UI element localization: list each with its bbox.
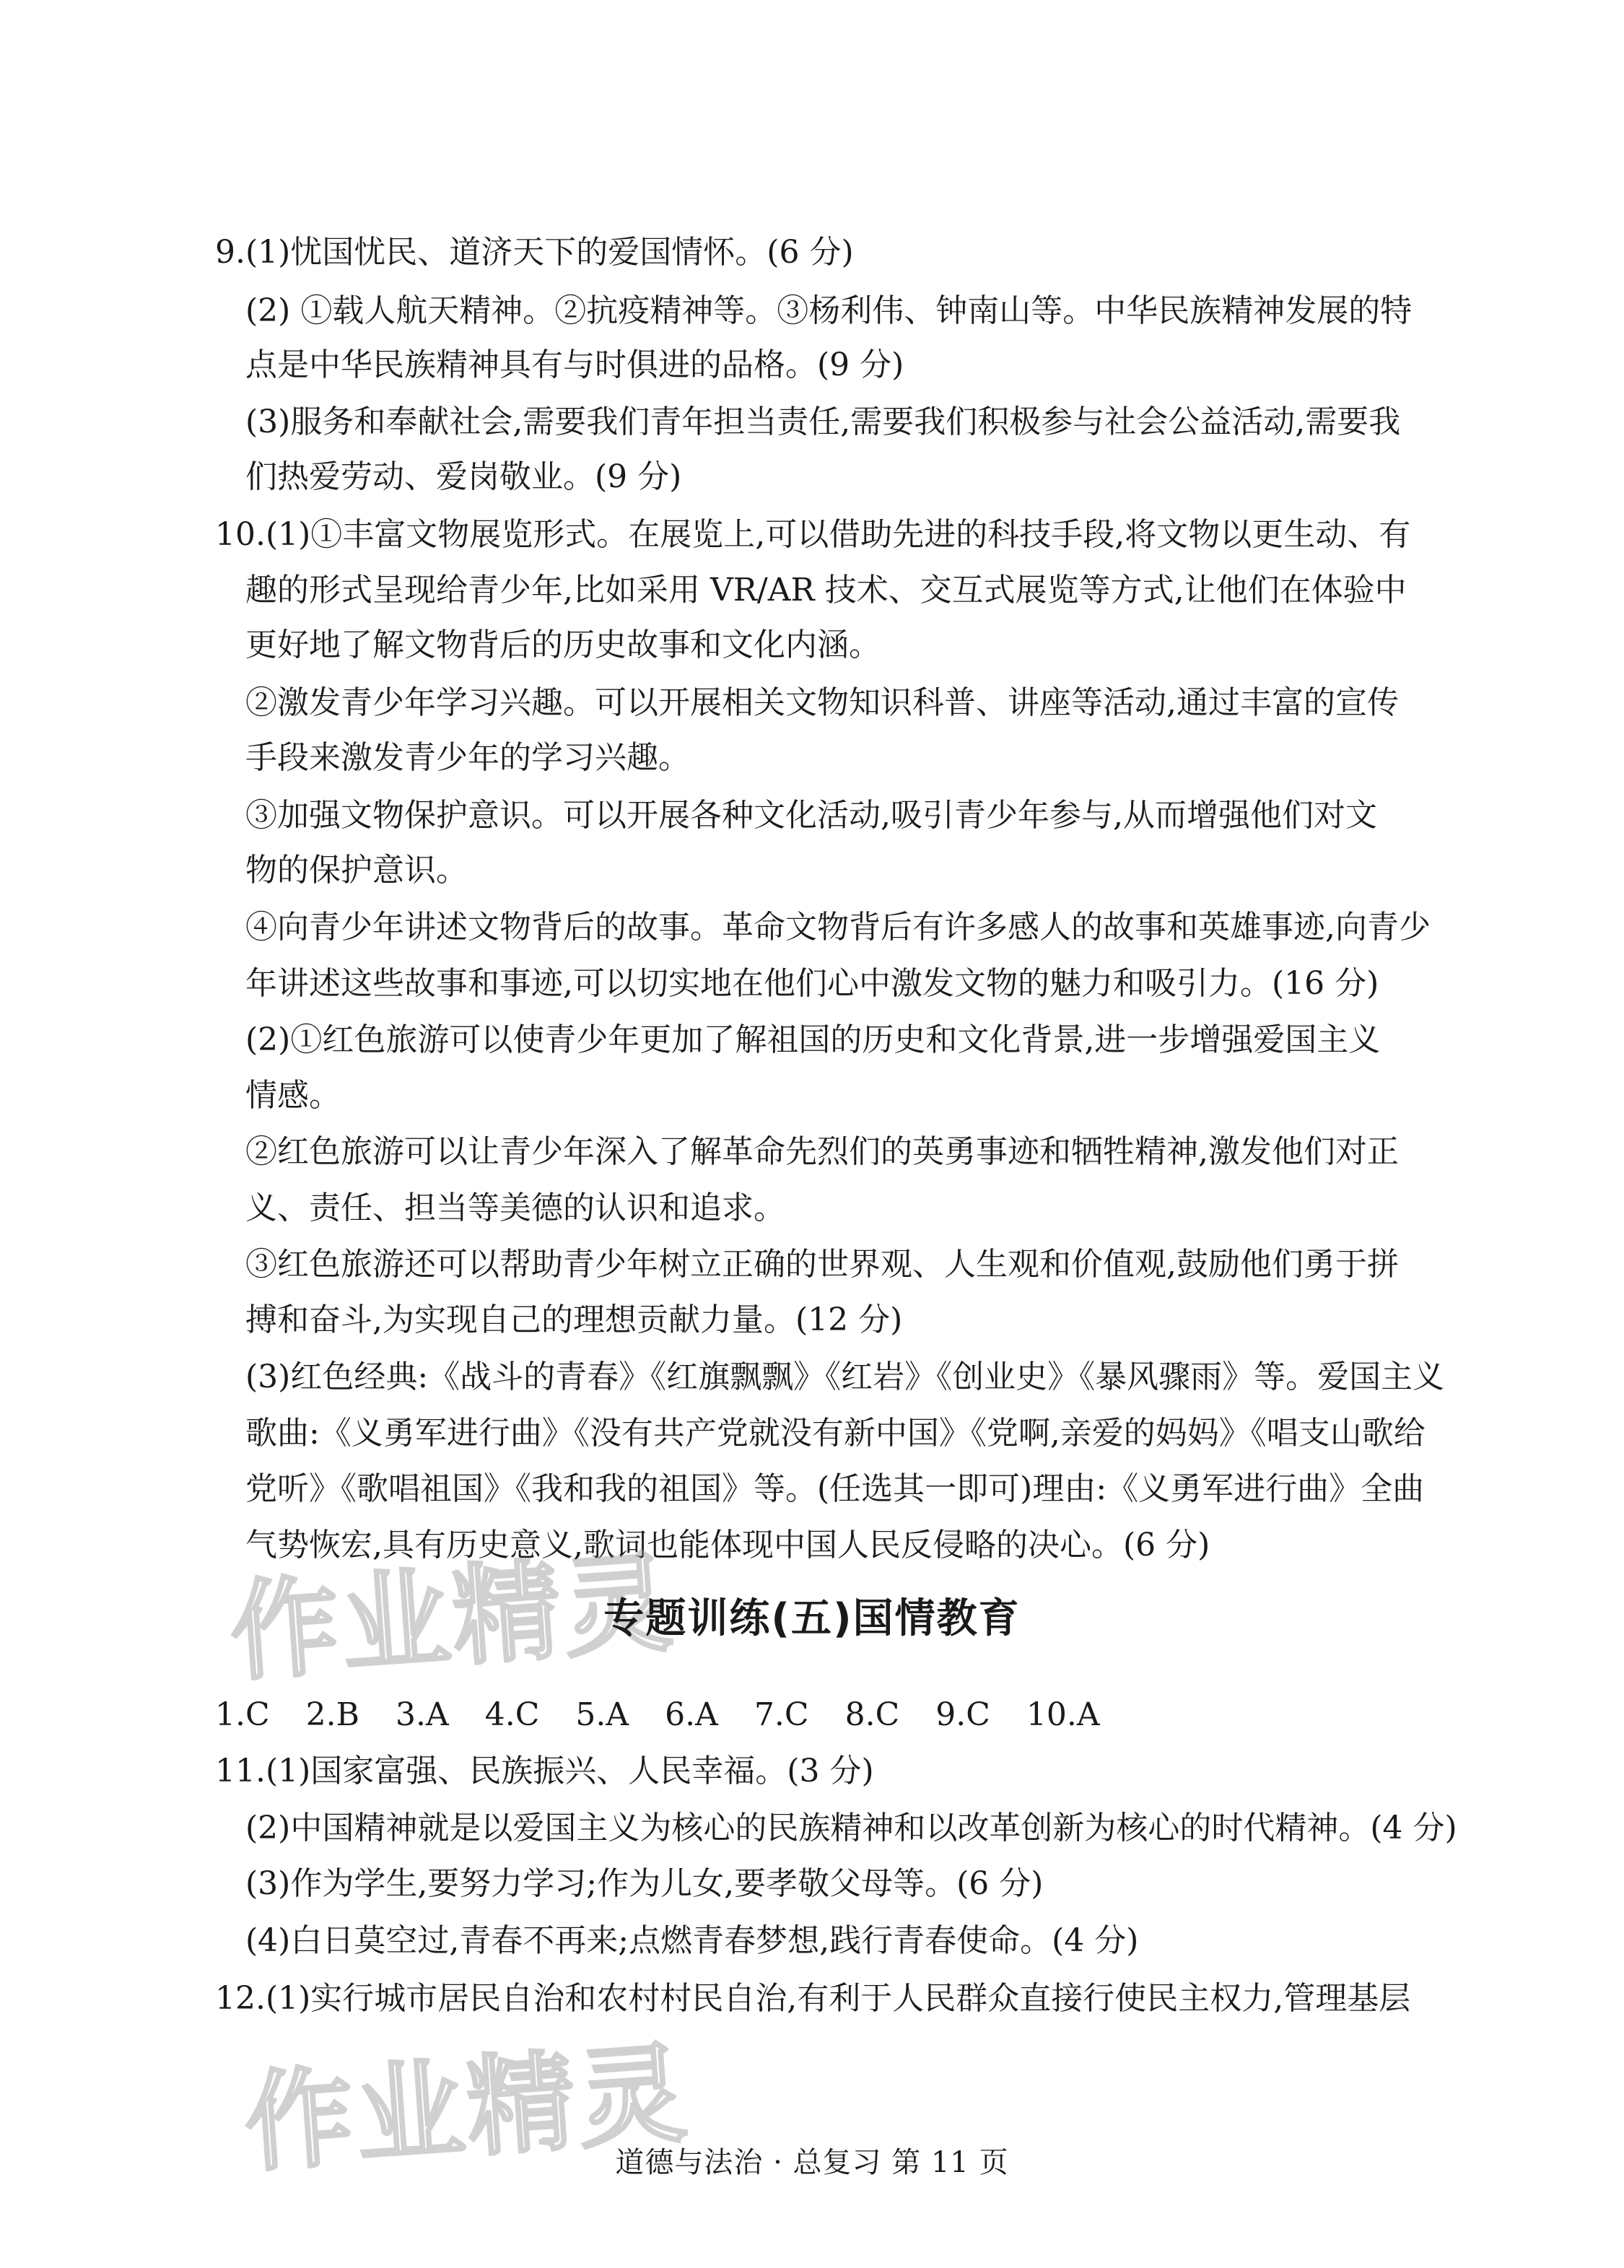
text-line: 党听》《歌唱祖国》《我和我的祖国》等。(任选其一即可)理由:《义勇军进行曲》全曲 (245, 1470, 1425, 1507)
answer-item: 5.A (575, 1696, 629, 1733)
text-line: 义、责任、担当等美德的认识和追求。 (245, 1190, 785, 1226)
text-line: ②激发青少年学习兴趣。可以开展相关文物知识科普、讲座等活动,通过丰富的宣传 (245, 684, 1399, 721)
answer-item: 8.C (844, 1696, 900, 1733)
text-line: (3)服务和奉献社会,需要我们青年担当责任,需要我们积极参与社会公益活动,需要我 (245, 404, 1401, 440)
text-line: 年讲述这些故事和事迹,可以切实地在他们心中激发文物的魅力和吸引力。(16 分) (245, 965, 1379, 1002)
answer-item: 4.C (484, 1696, 540, 1733)
text-line: (3)作为学生,要努力学习;作为儿女,要孝敬父母等。(6 分) (245, 1865, 1044, 1902)
answer-item: 6.A (665, 1696, 718, 1733)
answer-item: 1.C (215, 1696, 270, 1733)
watermark: 作业精灵 (240, 2031, 694, 2188)
text-line: 11.(1)国家富强、民族振兴、人民幸福。(3 分) (215, 1753, 874, 1789)
text-line: (3)红色经典:《战斗的青春》《红旗飘飘》《红岩》《创业史》《暴风骤雨》等。爱国主义 (245, 1358, 1445, 1395)
page-footer: 道德与法治 · 总复习 第 11 页 (615, 2146, 1009, 2179)
text-line: ④向青少年讲述文物背后的故事。革命文物背后有许多感人的故事和英雄事迹,向青少 (245, 909, 1431, 946)
answer-item: 3.A (395, 1696, 449, 1733)
answer-item: 9.C (935, 1696, 990, 1733)
answer-item: 7.C (754, 1696, 809, 1733)
text-line: (2)中国精神就是以爱国主义为核心的民族精神和以改革创新为核心的时代精神。(4 分) (245, 1810, 1457, 1846)
text-line: 12.(1)实行城市居民自治和农村村民自治,有利于人民群众直接行使民主权力,管理基层 (215, 1980, 1411, 2017)
answer-item: 10.A (1026, 1696, 1100, 1733)
text-line: 歌曲:《义勇军进行曲》《没有共产党就没有新中国》《党啊,亲爱的妈妈》《唱支山歌给 (245, 1415, 1426, 1452)
text-line: 物的保护意识。 (245, 852, 468, 889)
text-line: 10.(1)①丰富文物展览形式。在展览上,可以借助先进的科技手段,将文物以更生动、有 (215, 516, 1411, 553)
text-line: ③红色旅游还可以帮助青少年树立正确的世界观、人生观和价值观,鼓励他们勇于拼 (245, 1246, 1399, 1283)
text-line: 更好地了解文物背后的历史故事和文化内涵。 (245, 627, 881, 663)
text-line: 气势恢宏,具有历史意义,歌词也能体现中国人民反侵略的决心。(6 分) (245, 1527, 1210, 1563)
text-line: 搏和奋斗,为实现自己的理想贡献力量。(12 分) (245, 1301, 903, 1338)
text-line: 情感。 (245, 1077, 341, 1114)
answer-item: 2.B (305, 1696, 359, 1733)
text-line: 们热爱劳动、爱岗敬业。(9 分) (245, 458, 682, 495)
text-line: 9.(1)忧国忧民、道济天下的爱国情怀。(6 分) (215, 234, 854, 271)
text-line: 手段来激发青少年的学习兴趣。 (245, 739, 690, 776)
watermark: 作业精灵 (226, 1540, 679, 1697)
text-line: 点是中华民族精神具有与时俱进的品格。(9 分) (245, 346, 904, 383)
text-line: ②红色旅游可以让青少年深入了解革命先烈们的英勇事迹和牺牲精神,激发他们对正 (245, 1133, 1399, 1170)
text-line: (2)①红色旅游可以使青少年更加了解祖国的历史和文化背景,进一步增强爱国主义 (245, 1021, 1381, 1058)
text-line: (4)白日莫空过,青春不再来;点燃青春梦想,践行青春使命。(4 分) (245, 1922, 1139, 1959)
text-line: 趣的形式呈现给青少年,比如采用 VR/AR 技术、交互式展览等方式,让他们在体验中 (245, 572, 1407, 609)
text-line: (2) ①载人航天精神。②抗疫精神等。③杨利伟、钟南山等。中华民族精神发展的特 (245, 292, 1413, 329)
section-title: 专题训练(五)国情教育 (603, 1595, 1021, 1642)
multiple-choice-answers (215, 1695, 1126, 1735)
text-line: ③加强文物保护意识。可以开展各种文化活动,吸引青少年参与,从而增强他们对文 (245, 797, 1377, 834)
